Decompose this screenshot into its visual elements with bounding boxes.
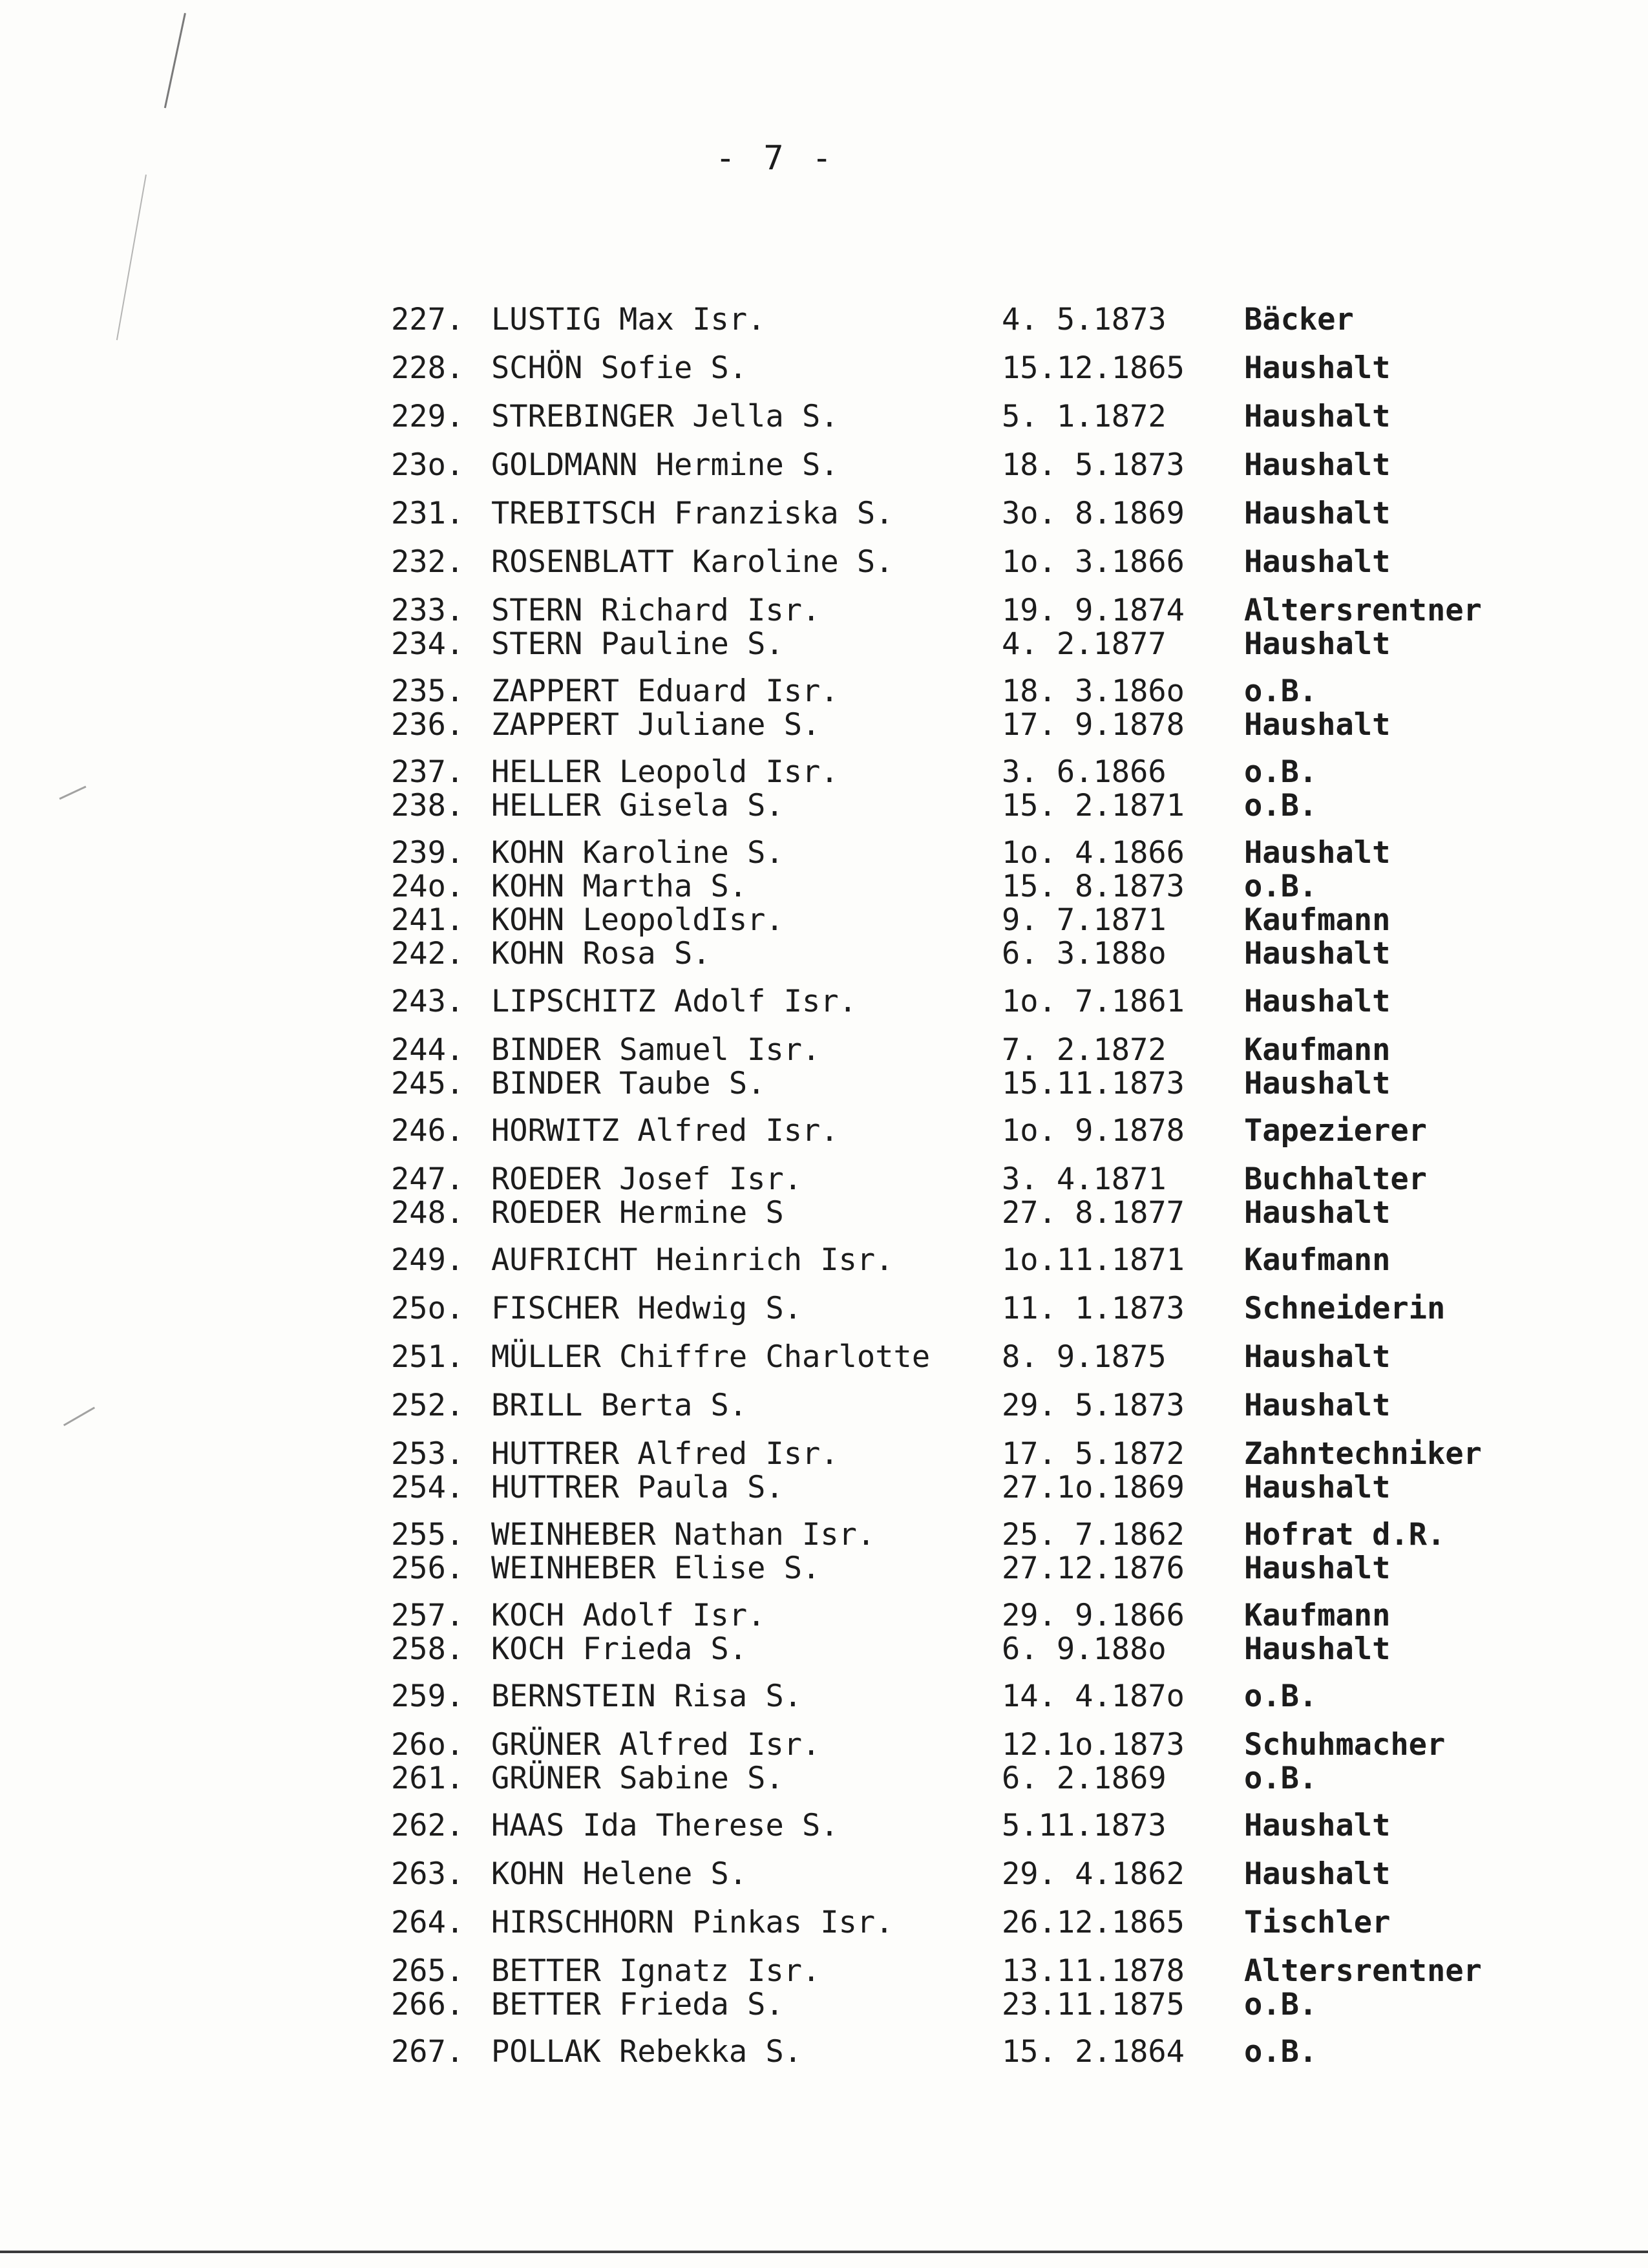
- person-name: LUSTIG Max Isr.: [491, 302, 766, 337]
- birth-date: 29. 5.1873: [1002, 1388, 1185, 1423]
- occupation: Haushalt: [1244, 1551, 1391, 1586]
- entry-number: 23o.: [391, 447, 465, 483]
- occupation: Haushalt: [1244, 1856, 1391, 1892]
- entry-number: 262.: [391, 1808, 465, 1843]
- occupation: Haushalt: [1244, 1339, 1391, 1375]
- occupation: Haushalt: [1244, 544, 1391, 580]
- occupation: Altersrentner: [1244, 1953, 1482, 1989]
- birth-date: 23.11.1875: [1002, 1987, 1185, 2022]
- entry-number: 264.: [391, 1905, 465, 1940]
- bottom-edge-line: [0, 2251, 1648, 2253]
- list-item: [0, 904, 1648, 937]
- list-item: [0, 1197, 1648, 1229]
- list-item: [0, 1438, 1648, 1470]
- person-name: POLLAK Rebekka S.: [491, 2034, 803, 2070]
- list-item: [0, 871, 1648, 903]
- list-item: [0, 790, 1648, 822]
- person-name: ROEDER Josef Isr.: [491, 1161, 803, 1197]
- list-item: [0, 595, 1648, 627]
- person-name: GOLDMANN Hermine S.: [491, 447, 839, 483]
- occupation: o.B.: [1244, 869, 1318, 904]
- occupation: Haushalt: [1244, 447, 1391, 483]
- person-name: HELLER Gisela S.: [491, 788, 784, 823]
- birth-date: 4. 2.1877: [1002, 626, 1167, 662]
- person-name: KOCH Frieda S.: [491, 1631, 748, 1667]
- list-item: [0, 304, 1648, 336]
- occupation: Kaufmann: [1244, 1242, 1391, 1278]
- occupation: Haushalt: [1244, 496, 1391, 531]
- entry-number: 237.: [391, 754, 465, 790]
- occupation: Altersrentner: [1244, 593, 1482, 628]
- occupation: Haushalt: [1244, 936, 1391, 971]
- birth-date: 11. 1.1873: [1002, 1291, 1185, 1326]
- occupation: Haushalt: [1244, 1388, 1391, 1423]
- person-name: BINDER Taube S.: [491, 1066, 766, 1101]
- occupation: Haushalt: [1244, 1808, 1391, 1843]
- occupation: Haushalt: [1244, 350, 1391, 386]
- list-item: [0, 628, 1648, 661]
- list-item: [0, 1115, 1648, 1147]
- list-item: [0, 1034, 1648, 1066]
- occupation: Haushalt: [1244, 399, 1391, 434]
- entry-number: 234.: [391, 626, 465, 662]
- birth-date: 27.1o.1869: [1002, 1470, 1185, 1505]
- birth-date: 27.12.1876: [1002, 1551, 1185, 1586]
- entry-number: 232.: [391, 544, 465, 580]
- list-item: [0, 675, 1648, 708]
- person-name: KOHN LeopoldIsr.: [491, 902, 784, 938]
- person-name: STERN Pauline S.: [491, 626, 784, 662]
- list-item: [0, 1763, 1648, 1795]
- occupation: Kaufmann: [1244, 902, 1391, 938]
- birth-date: 12.1o.1873: [1002, 1727, 1185, 1763]
- entry-number: 243.: [391, 984, 465, 1019]
- person-name: HELLER Leopold Isr.: [491, 754, 839, 790]
- person-name: KOHN Martha S.: [491, 869, 748, 904]
- birth-date: 3. 4.1871: [1002, 1161, 1167, 1197]
- entry-number: 255.: [391, 1517, 465, 1553]
- occupation: Hofrat d.R.: [1244, 1517, 1446, 1553]
- person-name: HUTTRER Alfred Isr.: [491, 1436, 839, 1472]
- person-name: BETTER Ignatz Isr.: [491, 1953, 821, 1989]
- birth-date: 26.12.1865: [1002, 1905, 1185, 1940]
- birth-date: 7. 2.1872: [1002, 1032, 1167, 1068]
- entry-number: 245.: [391, 1066, 465, 1101]
- birth-date: 6. 9.188o: [1002, 1631, 1167, 1667]
- birth-date: 6. 3.188o: [1002, 936, 1167, 971]
- birth-date: 5.11.1873: [1002, 1808, 1167, 1843]
- birth-date: 8. 9.1875: [1002, 1339, 1167, 1375]
- list-item: [0, 1858, 1648, 1891]
- list-item: [0, 449, 1648, 482]
- person-name: HORWITZ Alfred Isr.: [491, 1113, 839, 1149]
- birth-date: 18. 3.186o: [1002, 673, 1185, 709]
- list-item: [0, 756, 1648, 789]
- person-name: ROSENBLATT Karoline S.: [491, 544, 894, 580]
- entry-number: 263.: [391, 1856, 465, 1892]
- person-name: KOHN Rosa S.: [491, 936, 711, 971]
- person-name: BETTER Frieda S.: [491, 1987, 784, 2022]
- entry-number: 26o.: [391, 1727, 465, 1763]
- occupation: Kaufmann: [1244, 1598, 1391, 1633]
- occupation: Schneiderin: [1244, 1291, 1446, 1326]
- occupation: Haushalt: [1244, 1195, 1391, 1231]
- person-name: BRILL Berta S.: [491, 1388, 748, 1423]
- entry-number: 257.: [391, 1598, 465, 1633]
- person-name: GRÜNER Alfred Isr.: [491, 1727, 821, 1763]
- birth-date: 15. 8.1873: [1002, 869, 1185, 904]
- birth-date: 1o. 4.1866: [1002, 835, 1185, 871]
- person-name: FISCHER Hedwig S.: [491, 1291, 803, 1326]
- occupation: Haushalt: [1244, 984, 1391, 1019]
- entry-number: 258.: [391, 1631, 465, 1667]
- birth-date: 27. 8.1877: [1002, 1195, 1185, 1231]
- birth-date: 29. 4.1862: [1002, 1856, 1185, 1892]
- birth-date: 5. 1.1872: [1002, 399, 1167, 434]
- list-item: [0, 1553, 1648, 1585]
- person-name: BINDER Samuel Isr.: [491, 1032, 821, 1068]
- entry-number: 241.: [391, 902, 465, 938]
- birth-date: 1o. 9.1878: [1002, 1113, 1185, 1149]
- entry-number: 265.: [391, 1953, 465, 1989]
- occupation: Bäcker: [1244, 302, 1354, 337]
- entry-number: 249.: [391, 1242, 465, 1278]
- occupation: Kaufmann: [1244, 1032, 1391, 1068]
- entry-number: 251.: [391, 1339, 465, 1375]
- occupation: o.B.: [1244, 2034, 1318, 2070]
- birth-date: 15.12.1865: [1002, 350, 1185, 386]
- entry-number: 246.: [391, 1113, 465, 1149]
- birth-date: 25. 7.1862: [1002, 1517, 1185, 1553]
- entry-number: 248.: [391, 1195, 465, 1231]
- person-name: KOHN Karoline S.: [491, 835, 784, 871]
- list-item: [0, 1293, 1648, 1325]
- list-item: [0, 986, 1648, 1018]
- person-name: KOHN Helene S.: [491, 1856, 748, 1892]
- birth-date: 1o. 3.1866: [1002, 544, 1185, 580]
- person-name: WEINHEBER Elise S.: [491, 1551, 821, 1586]
- entry-number: 25o.: [391, 1291, 465, 1326]
- occupation: Tischler: [1244, 1905, 1391, 1940]
- person-name: KOCH Adolf Isr.: [491, 1598, 766, 1633]
- birth-date: 14. 4.187o: [1002, 1679, 1185, 1714]
- person-name: LIPSCHITZ Adolf Isr.: [491, 984, 857, 1019]
- entry-number: 231.: [391, 496, 465, 531]
- birth-date: 29. 9.1866: [1002, 1598, 1185, 1633]
- birth-date: 4. 5.1873: [1002, 302, 1167, 337]
- entry-number: 228.: [391, 350, 465, 386]
- entry-number: 229.: [391, 399, 465, 434]
- list-item: [0, 401, 1648, 433]
- occupation: Haushalt: [1244, 1631, 1391, 1667]
- entry-number: 253.: [391, 1436, 465, 1472]
- person-name: HIRSCHHORN Pinkas Isr.: [491, 1905, 894, 1940]
- person-name: GRÜNER Sabine S.: [491, 1761, 784, 1796]
- person-name: ROEDER Hermine S: [491, 1195, 784, 1231]
- birth-date: 15.11.1873: [1002, 1066, 1185, 1101]
- birth-date: 1o.11.1871: [1002, 1242, 1185, 1278]
- birth-date: 1o. 7.1861: [1002, 984, 1185, 1019]
- page-number: - 7 -: [715, 139, 836, 178]
- entry-number: 236.: [391, 707, 465, 743]
- entry-number: 24o.: [391, 869, 465, 904]
- occupation: Haushalt: [1244, 626, 1391, 662]
- list-item: [0, 1519, 1648, 1551]
- occupation: o.B.: [1244, 1987, 1318, 2022]
- person-name: ZAPPERT Juliane S.: [491, 707, 821, 743]
- list-item: [0, 837, 1648, 869]
- list-item: [0, 1472, 1648, 1504]
- occupation: Haushalt: [1244, 707, 1391, 743]
- entry-number: 261.: [391, 1761, 465, 1796]
- list-item: [0, 1390, 1648, 1422]
- birth-date: 6. 2.1869: [1002, 1761, 1167, 1796]
- list-item: [0, 1600, 1648, 1632]
- person-name: MÜLLER Chiffre Charlotte: [491, 1339, 931, 1375]
- birth-date: 15. 2.1871: [1002, 788, 1185, 823]
- birth-date: 18. 5.1873: [1002, 447, 1185, 483]
- list-item: [0, 1244, 1648, 1277]
- list-item: [0, 1810, 1648, 1842]
- birth-date: 19. 9.1874: [1002, 593, 1185, 628]
- list-item: [0, 1729, 1648, 1761]
- entry-number: 227.: [391, 302, 465, 337]
- entry-number: 233.: [391, 593, 465, 628]
- occupation: Zahntechniker: [1244, 1436, 1482, 1472]
- entry-number: 266.: [391, 1987, 465, 2022]
- occupation: o.B.: [1244, 1679, 1318, 1714]
- list-item: [0, 938, 1648, 970]
- occupation: o.B.: [1244, 673, 1318, 709]
- entry-number: 242.: [391, 936, 465, 971]
- list-item: [0, 1955, 1648, 1987]
- list-item: [0, 546, 1648, 578]
- occupation: Haushalt: [1244, 1066, 1391, 1101]
- occupation: Haushalt: [1244, 835, 1391, 871]
- entry-number: 256.: [391, 1551, 465, 1586]
- list-item: [0, 1163, 1648, 1196]
- person-name: AUFRICHT Heinrich Isr.: [491, 1242, 894, 1278]
- birth-date: 15. 2.1864: [1002, 2034, 1185, 2070]
- occupation: Schuhmacher: [1244, 1727, 1446, 1763]
- margin-stroke-top: [164, 13, 186, 108]
- entry-number: 238.: [391, 788, 465, 823]
- entry-number: 252.: [391, 1388, 465, 1423]
- entry-number: 235.: [391, 673, 465, 709]
- birth-date: 13.11.1878: [1002, 1953, 1185, 1989]
- entry-number: 247.: [391, 1161, 465, 1197]
- occupation: o.B.: [1244, 788, 1318, 823]
- list-item: [0, 1907, 1648, 1939]
- entry-number: 267.: [391, 2034, 465, 2070]
- occupation: Tapezierer: [1244, 1113, 1427, 1149]
- entry-number: 244.: [391, 1032, 465, 1068]
- person-name: TREBITSCH Franziska S.: [491, 496, 894, 531]
- list-item: [0, 1680, 1648, 1713]
- person-name: WEINHEBER Nathan Isr.: [491, 1517, 876, 1553]
- birth-date: 9. 7.1871: [1002, 902, 1167, 938]
- person-name: STREBINGER Jella S.: [491, 399, 839, 434]
- person-name: HUTTRER Paula S.: [491, 1470, 784, 1505]
- list-item: [0, 2036, 1648, 2068]
- birth-date: 3. 6.1866: [1002, 754, 1167, 790]
- birth-date: 17. 5.1872: [1002, 1436, 1185, 1472]
- list-item: [0, 1633, 1648, 1666]
- list-item: [0, 1068, 1648, 1100]
- birth-date: 17. 9.1878: [1002, 707, 1185, 743]
- occupation: Haushalt: [1244, 1470, 1391, 1505]
- occupation: o.B.: [1244, 754, 1318, 790]
- occupation: o.B.: [1244, 1761, 1318, 1796]
- list-item: [0, 352, 1648, 385]
- birth-date: 3o. 8.1869: [1002, 496, 1185, 531]
- list-item: [0, 1989, 1648, 2021]
- person-name: ZAPPERT Eduard Isr.: [491, 673, 839, 709]
- list-item: [0, 498, 1648, 530]
- entry-number: 254.: [391, 1470, 465, 1505]
- entry-number: 239.: [391, 835, 465, 871]
- list-item: [0, 709, 1648, 741]
- entry-number: 259.: [391, 1679, 465, 1714]
- person-name: STERN Richard Isr.: [491, 593, 821, 628]
- person-name: BERNSTEIN Risa S.: [491, 1679, 803, 1714]
- list-item: [0, 1341, 1648, 1373]
- person-name: SCHÖN Sofie S.: [491, 350, 748, 386]
- person-name: HAAS Ida Therese S.: [491, 1808, 839, 1843]
- occupation: Buchhalter: [1244, 1161, 1427, 1197]
